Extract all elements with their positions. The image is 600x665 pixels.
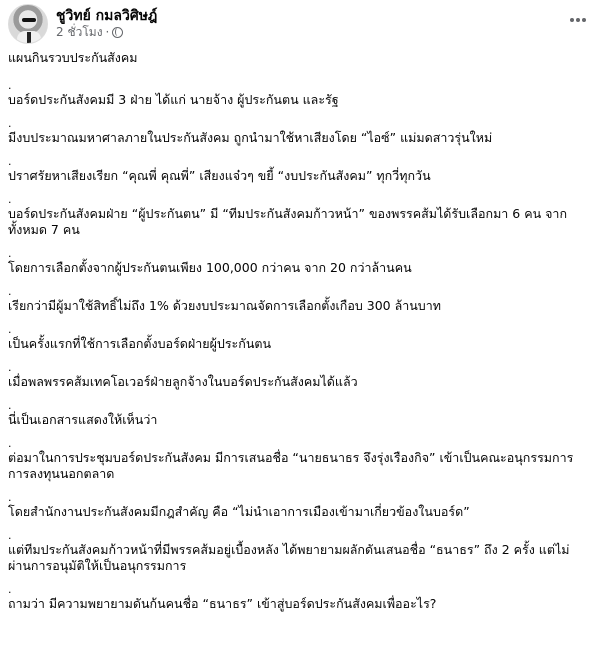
paragraph (8, 438, 588, 482)
paragraph (8, 156, 588, 184)
paragraph (8, 584, 588, 612)
avatar-glasses (22, 18, 36, 22)
post-header (8, 4, 157, 44)
bullet-dot: . (8, 361, 12, 374)
paragraph (8, 492, 588, 520)
paragraph-text: โดยการเลือกตั้งจากผู้ประกันตนเพียง 100,000 กว่าคน จาก 20 กว่าล้านคน (8, 260, 412, 275)
paragraph-text: แต่ทีมประกันสังคมก้าวหน้าที่มีพรรคส้มอยู่เบื้องหลัง ได้พยายามผลักดันเสนอชื่อ “ธนาธร” ถึง 2 ครั้ง แต่ไม่ผ่านการอนุมัติให้เป็นอนุกรรมการ (8, 542, 570, 573)
paragraph-text: นี่เป็นเอกสารแสดงให้เห็นว่า (8, 412, 158, 427)
more-options-button[interactable] (570, 18, 586, 22)
avatar[interactable] (8, 4, 48, 44)
paragraph-text: โดยสำนักงานประกันสังคมมีกฎสำคัญ คือ “ไม่นำเอาการเมืองเข้ามาเกี่ยวข้องในบอร์ด” (8, 504, 470, 519)
bullet-dot: . (8, 285, 12, 298)
paragraph (8, 530, 588, 574)
timestamp[interactable]: 2 ชั่วโมง (56, 25, 103, 39)
bullet-dot: . (8, 323, 12, 336)
paragraph-text: บอร์ดประกันสังคมฝ่าย “ผู้ประกันตน” มี “ทีมประกันสังคมก้าวหน้า” ของพรรคส้มได้รับเลือกมา 6 คน จากทั้งหมด 7 คน (8, 206, 568, 237)
post-body (8, 50, 588, 622)
paragraph-text: มีงบประมาณมหาศาลภายในประกันสังคม ถูกนำมาใช้หาเสียงโดย “ไอซ์” แม่มดสาวรุ่นใหม่ (8, 130, 493, 145)
paragraph (8, 324, 588, 352)
post-title: แผนกินรวบประกันสังคม (8, 50, 138, 65)
globe-icon[interactable] (112, 27, 123, 38)
paragraph-text: ปราศรัยหาเสียงเรียก “คุณพี่ คุณพี่” เสียงแจ๋วๆ ขยี้ “งบประกันสังคม” ทุกวี่ทุกวัน (8, 168, 431, 183)
bullet-dot: . (8, 155, 12, 168)
separator: · (105, 25, 110, 39)
bullet-dot: . (8, 193, 12, 206)
bullet-dot: . (8, 247, 12, 260)
paragraph-text: เมื่อพลพรรคส้มเทคโอเวอร์ฝ่ายลูกจ้างในบอร์ดประกันสังคมได้แล้ว (8, 374, 358, 389)
bullet-dot: . (8, 117, 12, 130)
paragraph (8, 80, 588, 108)
avatar-tie (27, 32, 31, 44)
paragraph-text: บอร์ดประกันสังคมมี 3 ฝ่าย ได้แก่ นายจ้าง ผู้ประกันตน และรัฐ (8, 92, 339, 107)
paragraph (8, 248, 588, 276)
bullet-dot: . (8, 399, 12, 412)
more-dot-icon (576, 18, 580, 22)
paragraph (8, 194, 588, 238)
more-dot-icon (582, 18, 586, 22)
paragraph (8, 400, 588, 428)
paragraph-text: เรียกว่ามีผู้มาใช้สิทธิ์ไม่ถึง 1% ด้วยงบประมาณจัดการเลือกตั้งเกือบ 300 ล้านบาท (8, 298, 441, 313)
paragraph (8, 118, 588, 146)
bullet-dot: . (8, 529, 12, 542)
bullet-dot: . (8, 491, 12, 504)
paragraph-text: ต่อมาในการประชุมบอร์ดประกันสังคม มีการเสนอชื่อ “นายธนาธร จึงรุ่งเรืองกิจ” เข้าเป็นคณะอนุกรรมการการลงทุนนอกตลาด (8, 450, 574, 481)
paragraph (8, 286, 588, 314)
post-meta (56, 8, 157, 40)
bullet-dot: . (8, 79, 12, 92)
paragraph-text: ถามว่า มีความพยายามดันก้นคนชื่อ “ธนาธร” เข้าสู่บอร์ดประกันสังคมเพื่ออะไร? (8, 596, 437, 611)
paragraph (8, 362, 588, 390)
timestamp-row (56, 25, 157, 40)
bullet-dot: . (8, 583, 12, 596)
more-dot-icon (570, 18, 574, 22)
author-name[interactable]: ชูวิทย์ กมลวิศิษฎ์ (56, 8, 158, 24)
bullet-dot: . (8, 437, 12, 450)
paragraph-text: เป็นครั้งแรกที่ใช้การเลือกตั้งบอร์ดฝ่ายผู้ประกันตน (8, 336, 272, 351)
